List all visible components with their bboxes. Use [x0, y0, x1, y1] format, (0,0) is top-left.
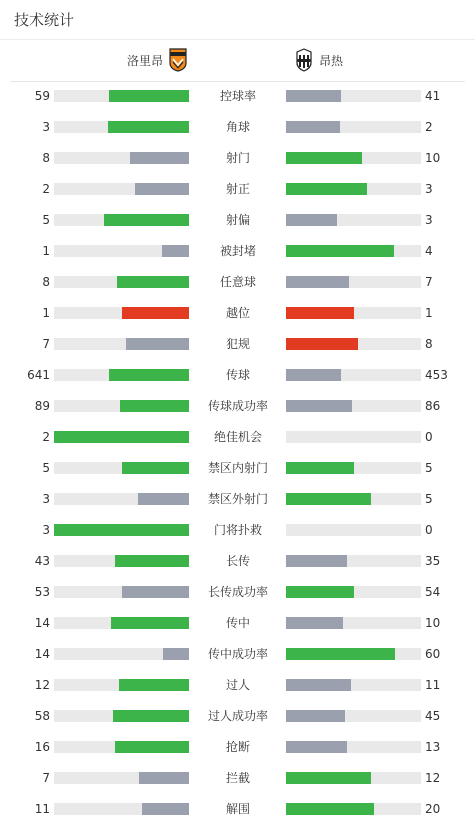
home-stat-bar-fill: [119, 679, 189, 691]
home-stat-value: 53: [34, 585, 50, 599]
stat-row: [0, 794, 475, 825]
away-stat-bar-fill: [286, 152, 362, 164]
home-stat-bar-fill: [111, 617, 189, 629]
stat-row: [0, 701, 475, 732]
stat-row: [0, 763, 475, 794]
away-stat-value: 7: [425, 275, 433, 289]
home-stat-bar-fill: [104, 214, 189, 226]
away-stat-bar: [286, 741, 421, 753]
stat-row: [0, 143, 475, 174]
stat-label: 射门: [225, 151, 250, 165]
away-stat-value: 10: [425, 151, 441, 165]
away-stat-value: 41: [425, 89, 441, 103]
home-stat-bar: [54, 648, 189, 660]
home-stat-bar: [54, 555, 189, 567]
home-stat-bar: [54, 741, 189, 753]
home-stat-value: 14: [34, 616, 50, 630]
stat-row: [0, 453, 475, 484]
home-stat-value: 43: [34, 554, 50, 568]
home-stat-value: 5: [42, 461, 50, 475]
home-stat-value: 59: [34, 89, 50, 103]
away-stat-bar: [286, 555, 421, 567]
stat-row: [0, 484, 475, 515]
away-stat-bar-fill: [286, 121, 340, 133]
stat-label: 绝佳机会: [213, 430, 262, 444]
away-stat-value: 86: [425, 399, 441, 413]
away-stat-bar: [286, 493, 421, 505]
stat-row: [0, 205, 475, 236]
home-stat-bar: [54, 493, 189, 505]
home-stat-bar-fill: [139, 772, 189, 784]
home-stat-bar-fill: [122, 586, 190, 598]
home-stat-value: 1: [42, 306, 50, 320]
away-stat-value: 12: [425, 771, 441, 785]
away-stat-bar: [286, 183, 421, 195]
away-stat-bar-fill: [286, 493, 371, 505]
stat-row: [0, 639, 475, 670]
stat-label: 抢断: [225, 740, 250, 754]
away-stat-bar-fill: [286, 214, 337, 226]
home-stat-bar-fill: [115, 555, 189, 567]
home-stat-bar-fill: [126, 338, 189, 350]
stat-label: 射正: [225, 182, 250, 196]
home-stat-value: 12: [34, 678, 50, 692]
home-stat-value: 641: [27, 368, 50, 382]
away-stat-value: 45: [425, 709, 441, 723]
stat-row: [0, 236, 475, 267]
stat-row: [0, 267, 475, 298]
away-stat-bar-fill: [286, 90, 341, 102]
stat-label: 门将扑救: [213, 523, 262, 537]
away-stat-bar: [286, 152, 421, 164]
away-team-badge-icon: [295, 48, 313, 72]
stats-list: [0, 81, 475, 825]
home-stat-bar: [54, 772, 189, 784]
home-stat-bar: [54, 276, 189, 288]
away-stat-bar: [286, 214, 421, 226]
home-stat-bar-fill: [122, 462, 190, 474]
away-stat-bar: [286, 400, 421, 412]
home-stat-bar-fill: [108, 121, 189, 133]
home-stat-bar: [54, 214, 189, 226]
home-stat-bar-fill: [117, 276, 189, 288]
home-stat-bar: [54, 462, 189, 474]
away-stat-bar: [286, 524, 421, 536]
away-stat-bar: [286, 121, 421, 133]
away-stat-bar: [286, 90, 421, 102]
stat-label: 被封堵: [219, 244, 256, 258]
away-stat-bar-fill: [286, 307, 354, 319]
home-stat-value: 5: [42, 213, 50, 227]
stat-row: [0, 577, 475, 608]
home-stat-bar-fill: [163, 648, 189, 660]
away-stat-value: 10: [425, 616, 441, 630]
stat-label: 传中成功率: [207, 647, 268, 661]
home-stat-bar-fill: [109, 90, 189, 102]
home-stat-value: 3: [42, 120, 50, 134]
home-team-name: 洛里昂: [126, 54, 163, 68]
page-title: 技术统计: [14, 11, 75, 29]
home-stat-bar: [54, 710, 189, 722]
away-stat-value: 3: [425, 213, 433, 227]
stat-label: 射偏: [225, 213, 250, 227]
home-stat-value: 11: [34, 802, 50, 816]
away-stat-bar: [286, 710, 421, 722]
stat-label: 长传成功率: [207, 585, 268, 599]
away-stat-bar-fill: [286, 369, 341, 381]
away-stat-bar: [286, 431, 421, 443]
stat-row: [0, 515, 475, 546]
away-team-name: 昂热: [319, 54, 344, 68]
home-stat-value: 2: [42, 182, 50, 196]
away-stat-value: 13: [425, 740, 441, 754]
away-stat-bar: [286, 648, 421, 660]
teams-bar: [0, 41, 475, 81]
stat-row: [0, 391, 475, 422]
away-stat-bar: [286, 276, 421, 288]
home-stat-bar-fill: [113, 710, 189, 722]
away-stat-bar: [286, 462, 421, 474]
stat-row: [0, 329, 475, 360]
stat-label: 任意球: [219, 275, 256, 289]
home-stat-bar-fill: [138, 493, 189, 505]
home-stat-bar: [54, 338, 189, 350]
home-stat-bar-fill: [130, 152, 189, 164]
home-stat-bar: [54, 152, 189, 164]
stat-label: 禁区内射门: [207, 461, 268, 475]
stat-row: [0, 112, 475, 143]
stat-row: [0, 732, 475, 763]
home-stat-bar: [54, 617, 189, 629]
stat-row: [0, 174, 475, 205]
home-stat-bar-fill: [122, 307, 190, 319]
home-stat-bar: [54, 369, 189, 381]
away-stat-value: 20: [425, 802, 441, 816]
away-stat-bar-fill: [286, 772, 371, 784]
home-stat-bar-fill: [109, 369, 189, 381]
stat-label: 长传: [225, 554, 250, 568]
away-stat-bar-fill: [286, 245, 394, 257]
away-stat-value: 8: [425, 337, 433, 351]
stat-label: 拦截: [225, 771, 250, 785]
away-stat-value: 5: [425, 492, 433, 506]
stat-label: 过人: [225, 678, 250, 692]
away-stat-value: 11: [425, 678, 441, 692]
stat-label: 角球: [225, 120, 250, 134]
home-stat-value: 7: [42, 337, 50, 351]
away-stat-value: 3: [425, 182, 433, 196]
stat-label: 解围: [225, 802, 250, 816]
away-stat-bar-fill: [286, 338, 358, 350]
stat-label: 传球: [225, 368, 250, 382]
stat-row: [0, 81, 475, 112]
home-stat-value: 14: [34, 647, 50, 661]
away-stat-value: 60: [425, 647, 441, 661]
stat-row: [0, 422, 475, 453]
stat-row: [0, 360, 475, 391]
home-stat-value: 3: [42, 492, 50, 506]
home-stat-value: 8: [42, 275, 50, 289]
stats-header: [0, 0, 475, 40]
home-stat-value: 89: [34, 399, 50, 413]
home-team-badge-icon: [169, 48, 187, 72]
home-stat-bar-fill: [135, 183, 189, 195]
home-stat-bar: [54, 307, 189, 319]
home-stat-value: 7: [42, 771, 50, 785]
home-stat-bar-fill: [54, 431, 189, 443]
away-stat-value: 54: [425, 585, 441, 599]
home-stat-bar: [54, 524, 189, 536]
stat-label: 传中: [225, 616, 250, 630]
away-stat-value: 0: [425, 523, 433, 537]
home-stat-bar-fill: [142, 803, 189, 815]
away-stat-bar-fill: [286, 462, 354, 474]
home-stat-bar: [54, 183, 189, 195]
home-stat-bar-fill: [54, 524, 189, 536]
away-stat-bar: [286, 369, 421, 381]
stat-row: [0, 608, 475, 639]
stat-label: 过人成功率: [207, 709, 268, 723]
home-stat-bar-fill: [120, 400, 189, 412]
stat-row: [0, 298, 475, 329]
away-stat-bar: [286, 679, 421, 691]
home-stat-value: 3: [42, 523, 50, 537]
stat-label: 禁区外射门: [207, 492, 268, 506]
away-stat-bar-fill: [286, 648, 395, 660]
home-stat-value: 2: [42, 430, 50, 444]
home-stat-bar: [54, 679, 189, 691]
away-stat-value: 0: [425, 430, 433, 444]
away-stat-bar: [286, 307, 421, 319]
home-stat-bar: [54, 400, 189, 412]
home-stat-bar: [54, 245, 189, 257]
away-stat-bar: [286, 586, 421, 598]
away-stat-value: 5: [425, 461, 433, 475]
away-stat-bar: [286, 617, 421, 629]
away-stat-bar: [286, 772, 421, 784]
home-stat-bar: [54, 586, 189, 598]
home-stat-bar: [54, 431, 189, 443]
away-stat-bar-fill: [286, 617, 343, 629]
home-stat-value: 1: [42, 244, 50, 258]
stat-label: 越位: [225, 306, 250, 320]
away-stat-bar-fill: [286, 276, 349, 288]
away-stat-bar-fill: [286, 679, 351, 691]
stat-row: [0, 670, 475, 701]
away-stat-bar: [286, 338, 421, 350]
home-stat-value: 58: [34, 709, 50, 723]
away-stat-bar-fill: [286, 710, 345, 722]
away-stat-value: 4: [425, 244, 433, 258]
home-stat-bar: [54, 803, 189, 815]
away-stat-bar: [286, 245, 421, 257]
stat-label: 控球率: [219, 89, 256, 103]
home-stat-bar: [54, 90, 189, 102]
away-stat-value: 1: [425, 306, 433, 320]
home-stat-value: 16: [34, 740, 50, 754]
away-stat-bar-fill: [286, 555, 347, 567]
away-stat-bar-fill: [286, 803, 374, 815]
home-stat-bar: [54, 121, 189, 133]
away-stat-bar-fill: [286, 741, 347, 753]
away-stat-bar: [286, 803, 421, 815]
away-stat-bar-fill: [286, 586, 354, 598]
stat-label: 犯规: [225, 337, 250, 351]
away-stat-bar-fill: [286, 183, 367, 195]
away-stat-value: 2: [425, 120, 433, 134]
stat-label: 传球成功率: [207, 399, 268, 413]
away-stat-value: 453: [425, 368, 448, 382]
home-stat-bar-fill: [162, 245, 189, 257]
stat-row: [0, 546, 475, 577]
home-stat-bar-fill: [115, 741, 189, 753]
away-stat-bar-fill: [286, 400, 352, 412]
away-stat-value: 35: [425, 554, 441, 568]
home-stat-value: 8: [42, 151, 50, 165]
